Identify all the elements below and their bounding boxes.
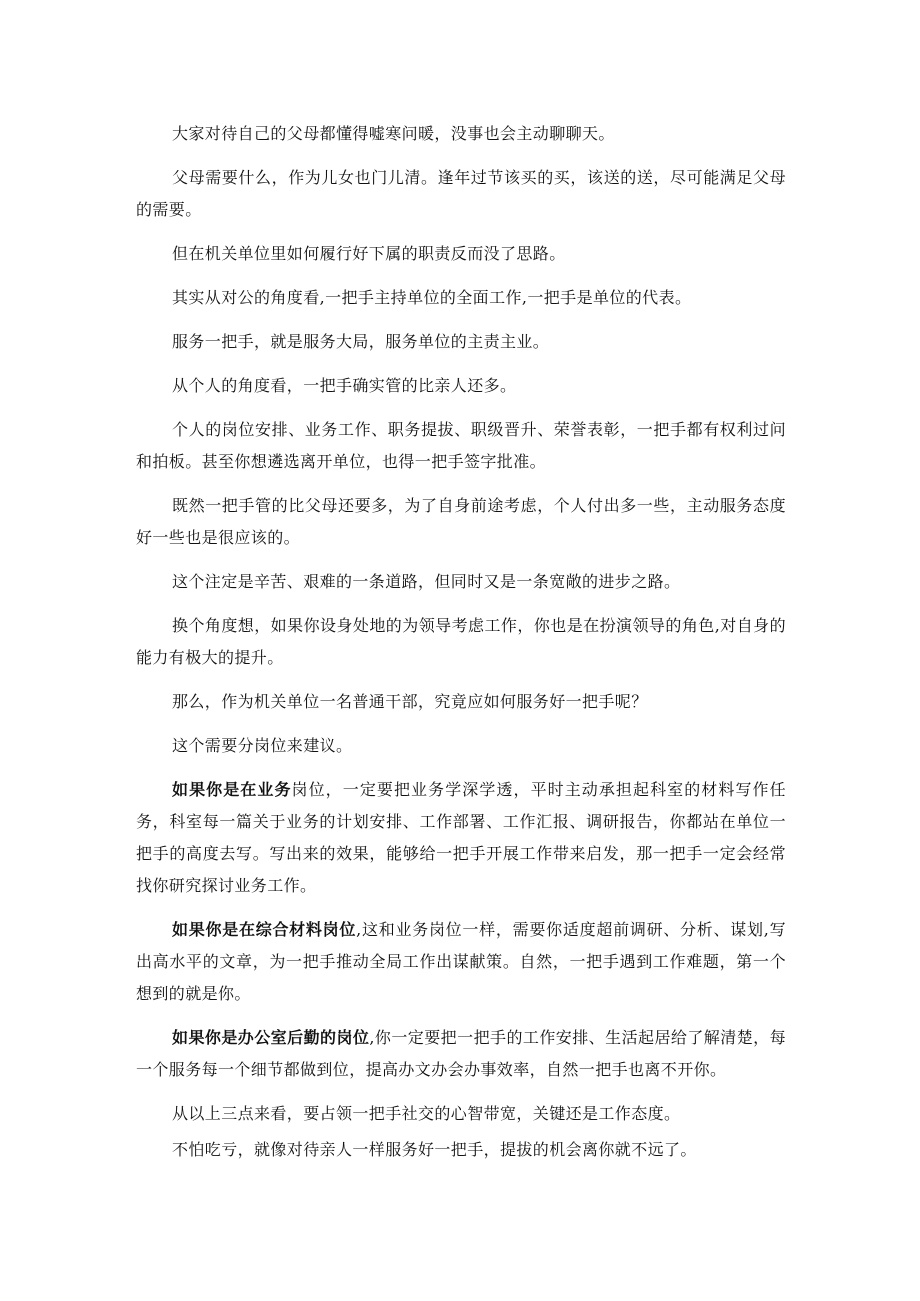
paragraph bbox=[136, 238, 786, 270]
paragraph bbox=[136, 1134, 786, 1166]
paragraph-text: 这个注定是辛苦、艰难的一条道路，但同时又是一条宽敞的进步之路。 bbox=[172, 572, 681, 591]
paragraph-text: 换个角度想，如果你设身处地的为领导考虑工作，你也是在扮演领导的角色,对自身的能力有极大的提升。 bbox=[136, 616, 786, 667]
paragraph-text: 这个需要分岗位来建议。 bbox=[172, 736, 353, 755]
paragraph-lead-bold: 如果你是在综合材料岗位 bbox=[172, 920, 357, 939]
paragraph-text: 从以上三点来看，要占领一把手社交的心智带宽，关键还是工作态度。 bbox=[172, 1104, 681, 1123]
paragraph bbox=[136, 686, 786, 718]
paragraph bbox=[136, 490, 786, 554]
paragraph-lead-bold: 如果你是在业务 bbox=[172, 780, 292, 799]
paragraph bbox=[136, 610, 786, 674]
paragraph-text: 个人的岗位安排、业务工作、职务提拔、职级晋升、荣誉表彰，一把手都有权利过问和拍板。甚至你想遴选离开单位，也得一把手签字批准。 bbox=[136, 420, 786, 471]
article-body bbox=[136, 118, 786, 1170]
paragraph bbox=[136, 914, 786, 1010]
paragraph bbox=[136, 774, 786, 902]
paragraph bbox=[136, 118, 786, 150]
paragraph bbox=[136, 730, 786, 762]
paragraph-text: 既然一把手管的比父母还要多，为了自身前途考虑，个人付出多一些，主动服务态度好一些也是很应该的。 bbox=[136, 496, 786, 547]
paragraph bbox=[136, 414, 786, 478]
paragraph-text: 父母需要什么，作为儿女也门儿清。逢年过节该买的买，该送的送，尽可能满足父母的需要。 bbox=[136, 168, 786, 219]
paragraph-text: ,你一定要把一把手的工作安排、生活起居给了解清楚，每一个服务每一个细节都做到位，提高办文办会办事效率，自然一把手也离不开你。 bbox=[136, 1028, 786, 1079]
paragraph-text: ,这和业务岗位一样，需要你适度超前调研、分析、谋划,写出高水平的文章，为一把手推动全局工作出谋献策。自然，一把手遇到工作难题，第一个想到的就是你。 bbox=[136, 920, 786, 1003]
paragraph bbox=[136, 282, 786, 314]
paragraph bbox=[136, 1022, 786, 1086]
paragraph bbox=[136, 326, 786, 358]
paragraph bbox=[136, 566, 786, 598]
paragraph-text: 其实从对公的角度看,一把手主持单位的全面工作,一把手是单位的代表。 bbox=[172, 288, 692, 307]
paragraph-text: 但在机关单位里如何履行好下属的职责反而没了思路。 bbox=[172, 244, 566, 263]
paragraph-text: 岗位，一定要把业务学深学透，平时主动承担起科室的材料写作任务，科室每一篇关于业务的计划安排、工作部署、工作汇报、调研报告，你都站在单位一把手的高度去写。写出来的效果，能够给一把手开展工作带来启发，那一把手一定会经常找你研究探讨业务工作。 bbox=[136, 780, 786, 895]
paragraph-text: 不怕吃亏，就像对待亲人一样服务好一把手，提拔的机会离你就不远了。 bbox=[172, 1140, 697, 1159]
paragraph-text: 那么，作为机关单位一名普通干部，究竟应如何服务好一把手呢？ bbox=[172, 692, 648, 711]
paragraph bbox=[136, 162, 786, 226]
paragraph-text: 大家对待自己的父母都懂得嘘寒问暖，没事也会主动聊聊天。 bbox=[172, 124, 615, 143]
paragraph-text: 服务一把手，就是服务大局，服务单位的主责主业。 bbox=[172, 332, 550, 351]
paragraph-text: 从个人的角度看，一把手确实管的比亲人还多。 bbox=[172, 376, 517, 395]
paragraph bbox=[136, 370, 786, 402]
paragraph bbox=[136, 1098, 786, 1130]
paragraph-lead-bold: 如果你是办公室后勤的岗位 bbox=[172, 1028, 370, 1047]
